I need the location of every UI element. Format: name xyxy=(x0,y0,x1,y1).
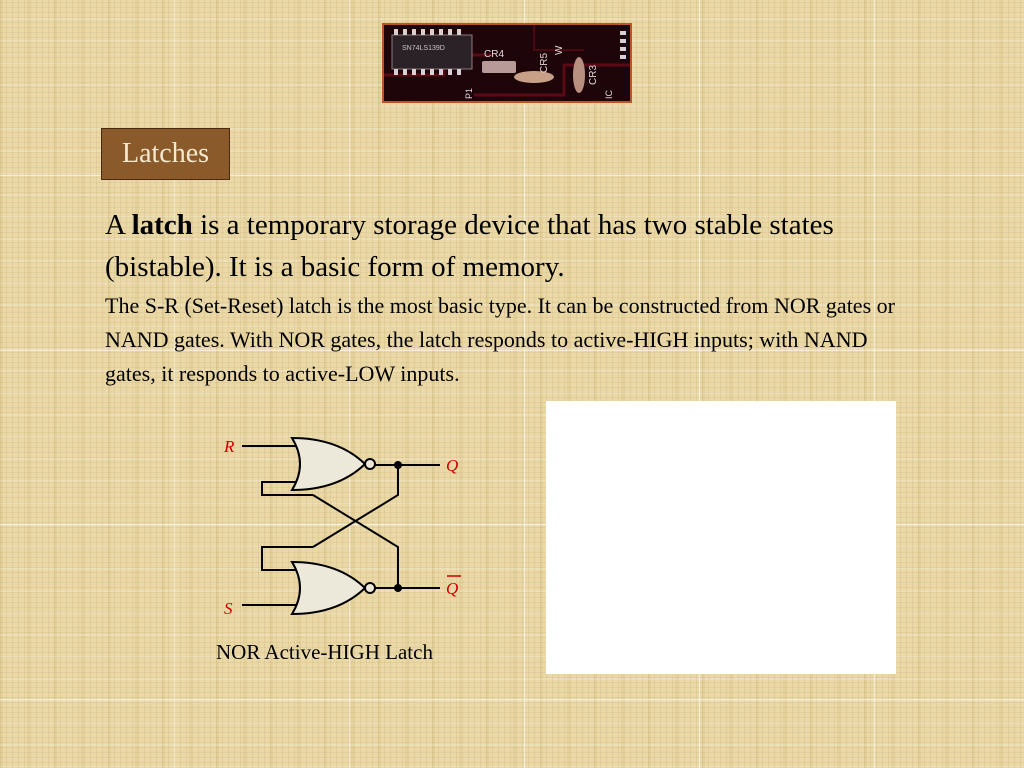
inverter-bubble xyxy=(365,583,375,593)
component-label: P1 xyxy=(464,87,474,99)
component-label: CR3 xyxy=(588,64,599,85)
diagram-caption: NOR Active-HIGH Latch xyxy=(216,640,433,664)
background-gridline xyxy=(0,699,1024,700)
nor-latch-diagram xyxy=(210,430,480,630)
intro-keyword: latch xyxy=(131,209,193,241)
nor-gate-bottom xyxy=(292,562,365,614)
circuit-board-image xyxy=(382,23,632,103)
component-label: IC xyxy=(604,90,614,99)
intro-suffix: is a temporary storage device that has two stable states (bistable). It is a basic form of memory. xyxy=(105,209,834,283)
component-label: CR4 xyxy=(484,49,505,60)
component-label: W xyxy=(554,45,565,55)
ic-label: SN74LS139D xyxy=(402,45,445,52)
junction-dot xyxy=(394,584,402,592)
circuit-board-graphic xyxy=(384,25,630,101)
blank-panel xyxy=(546,401,896,674)
output-label-q: Q xyxy=(446,456,459,475)
intro-prefix: A xyxy=(105,209,132,241)
intro-paragraph xyxy=(105,204,905,288)
input-label-r: R xyxy=(224,437,235,456)
body-paragraph: The S-R (Set-Reset) latch is the most basic type. It can be constructed from NOR gates or NAND gates. With NOR gates, the latch responds to active-HIGH inputs; with NAND gates, it responds to active-LOW inputs. xyxy=(105,293,895,386)
junction-dot xyxy=(394,461,402,469)
slide-title: Latches xyxy=(101,128,230,180)
nor-gate-top xyxy=(292,438,365,490)
output-label-q-bar: Q xyxy=(446,579,459,598)
input-label-s: S xyxy=(224,599,233,618)
inverter-bubble xyxy=(365,459,375,469)
component-label: CR5 xyxy=(539,52,550,73)
